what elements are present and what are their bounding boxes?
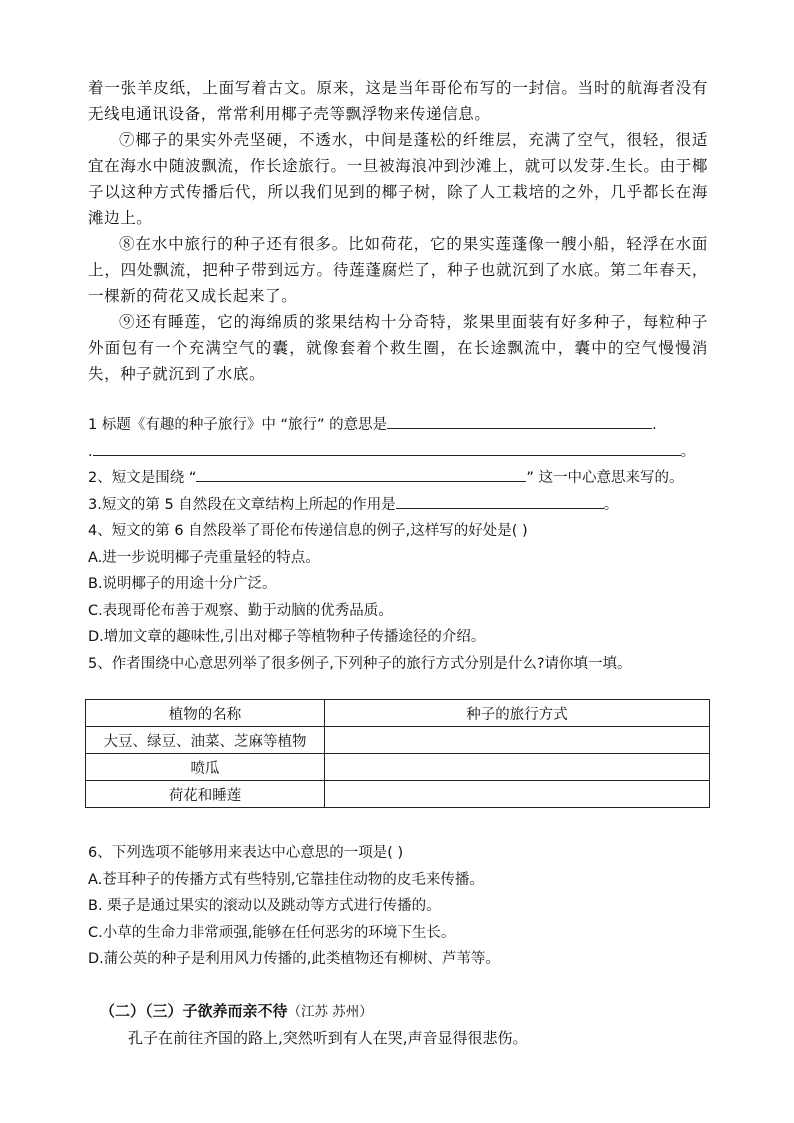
table-header-way: 种子的旅行方式 [325, 700, 710, 727]
question-4-option-c: C.表现哥伦布善于观察、勤于动脑的优秀品质。 [88, 602, 393, 619]
passage-paragraph-8: ⑧在水中旅行的种子还有很多。比如荷花，它的果实莲蓬像一艘小船，轻浮在水面上，四处飘流，把种子带到远方。待莲蓬腐烂了，种子也就沉到了水底。第二年春天，一棵新的荷花又成长起来了。 [88, 235, 708, 305]
questions-block [88, 412, 708, 677]
reading-passage [88, 75, 708, 387]
question-2-text-b: ” 这一中心意思来写的。 [526, 470, 684, 486]
passage-paragraph-6-continued: 着一张羊皮纸，上面写着古文。原来，这是当年哥伦布写的一封信。当时的航海者没有无线电通讯设备，常常利用椰子壳等飘浮物来传递信息。 [88, 79, 708, 123]
question-6-option-b: B. 栗子是通过果实的滚动以及跳动等方式进行传播的。 [88, 898, 441, 914]
question-2-text-a: 2、短文是围绕 “ [88, 470, 197, 486]
passage-paragraph-9: ⑨还有睡莲，它的海绵质的浆果结构十分奇特，浆果里面装有好多种子，每粒种子外面包有一个充满空气的囊，就像套着个救生圈，在长途飘流中，囊中的空气慢慢消失，种子就沉到了水底。 [88, 313, 708, 383]
table-cell-plant: 大豆、绿豆、油菜、芝麻等植物 [86, 727, 325, 754]
question-1 [88, 412, 708, 439]
question-4-option-a: A.进一步说明椰子壳重量轻的特点。 [88, 549, 320, 566]
section-heading [100, 1000, 373, 1021]
table-row [86, 727, 710, 754]
table-row [86, 754, 710, 781]
table-header-row [86, 700, 710, 727]
question-1-text: 1 标题《有趣的种子旅行》中 “旅行” 的意思是 [88, 417, 388, 433]
question-1-end: . [652, 417, 657, 433]
question-6-block [88, 840, 708, 973]
question-3 [88, 492, 708, 519]
question-4-option-d: D.增加文章的趣味性,引出对椰子等植物种子传播途径的介绍。 [88, 629, 486, 645]
question-4-option-b: B.说明椰子的用途十分广泛。 [88, 576, 277, 592]
section-source: （江苏 苏州） [287, 1004, 373, 1020]
table-cell-answer[interactable] [325, 727, 710, 754]
question-3-text: 3.短文的第 5 自然段在文章结构上所起的作用是 [88, 496, 396, 513]
table-cell-plant: 喷瓜 [86, 754, 325, 781]
question-2 [88, 465, 708, 492]
seed-travel-table [85, 699, 710, 808]
question-1-line-2-end: 。 [680, 443, 696, 460]
question-4: 4、短文的第 6 自然段举了哥伦布传递信息的例子,这样写的好处是( ) [88, 523, 528, 539]
table-row [86, 781, 710, 808]
question-1-line-2-start: . [88, 443, 93, 460]
question-1-answer-blank[interactable] [387, 412, 652, 429]
question-6-option-a: A.苍耳种子的传播方式有些特别,它靠挂住动物的皮毛来传播。 [88, 871, 484, 888]
question-3-end: 。 [603, 496, 619, 513]
question-1-line-2 [88, 439, 708, 466]
question-1-answer-blank-2[interactable] [93, 439, 681, 456]
question-6-option-c: C.小草的生命力非常顽强,能够在任何恶劣的环境下生长。 [88, 924, 456, 941]
question-3-answer-blank[interactable] [396, 492, 604, 509]
table-header-plant: 植物的名称 [86, 700, 325, 727]
passage-paragraph-7: ⑦椰子的果实外壳坚硬，不透水，中间是蓬松的纤维层，充满了空气，很轻，很适宜在海水中随波飘流，作长途旅行。一旦被海浪冲到沙滩上，就可以发芽.生长。由于椰子以这种方式传播后代，所以我们见到的椰子树，除了人工栽培的之外，几乎都长在海滩边上。 [88, 131, 708, 227]
section-title: （二）（三）子欲养而亲不待 [100, 1002, 288, 1020]
table-cell-answer[interactable] [325, 781, 710, 808]
table-cell-plant: 荷花和睡莲 [86, 781, 325, 808]
question-6: 6、下列选项不能够用来表达中心意思的一项是( ) [88, 845, 404, 861]
question-2-answer-blank[interactable] [196, 465, 526, 482]
question-5: 5、作者围绕中心意思列举了很多例子,下列种子的旅行方式分别是什么?请你填一填。 [88, 655, 632, 672]
table-cell-answer[interactable] [325, 754, 710, 781]
section-first-line: 孔子在前往齐国的路上,突然听到有人在哭,声音显得很悲伤。 [128, 1029, 528, 1047]
question-6-option-d: D.蒲公英的种子是利用风力传播的,此类植物还有柳树、芦苇等。 [88, 951, 500, 967]
